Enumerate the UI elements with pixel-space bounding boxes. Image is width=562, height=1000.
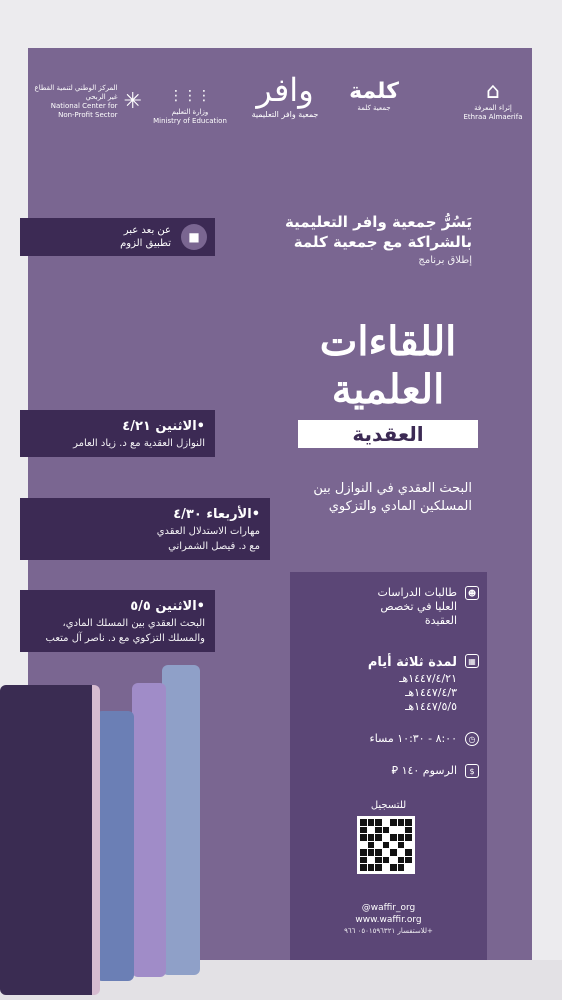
clock-icon: ◷ xyxy=(465,732,479,746)
money-icon: $ xyxy=(465,764,479,778)
session-2 xyxy=(20,498,270,560)
session-line: البحث العقدي بين المسلك المادي، xyxy=(62,618,205,629)
duration-row xyxy=(368,654,479,714)
website-link[interactable]: www.waffir.org xyxy=(355,915,422,925)
kalima-ar: جمعية كلمة xyxy=(357,104,391,112)
ncnp-logo xyxy=(32,84,142,120)
kalima-logo xyxy=(344,80,404,113)
ncnp-mark-icon: ✳ xyxy=(123,89,142,114)
moe-en: Ministry of Education xyxy=(153,117,227,125)
books-illustration xyxy=(0,665,210,1000)
intro-line1: يَسُرُّ جمعية وافر التعليمية xyxy=(285,213,472,231)
fees-row xyxy=(392,764,479,778)
intro-text xyxy=(285,212,472,270)
session-day: •الأربعاء ٤/٣٠ xyxy=(173,507,260,522)
subtitle-line2: المسلكين المادي والتزكوي xyxy=(328,499,472,514)
social-handle[interactable]: @waffir_org xyxy=(361,903,416,913)
intro-line3: إطلاق برنامج xyxy=(418,255,472,266)
book-blue xyxy=(96,711,134,981)
book-lavender xyxy=(132,683,166,977)
book-blue-light xyxy=(162,665,200,975)
people-icon: ☻ xyxy=(465,586,479,600)
register-label: للتسجيل xyxy=(370,800,407,811)
ethraa-mark-icon: ⌂ xyxy=(486,79,500,104)
ethraa-ar: إثراء المعرفة xyxy=(474,104,512,112)
program-title xyxy=(298,318,478,448)
remote-line2: تطبيق الزوم xyxy=(120,238,171,249)
time-text: ٨:٠٠ - ١٠:٣٠ مساء xyxy=(369,732,457,745)
qr-code[interactable] xyxy=(357,816,415,874)
subtitle-line1: البحث العقدي في النوازل بين xyxy=(313,481,472,496)
session-line: مع د. فيصل الشمراني xyxy=(168,541,260,552)
date-line: ١٤٤٧/٤/٢١هـ xyxy=(399,672,457,685)
fees-text: الرسوم ١٤٠ ⃁ xyxy=(391,764,457,777)
session-line: النوازل العقدية مع د. زياد العامر xyxy=(73,438,205,449)
info-panel xyxy=(290,572,487,1000)
audience-line: طالبات الدراسات xyxy=(377,586,457,599)
book-dark-ornate xyxy=(0,685,100,995)
logo-row xyxy=(30,70,530,150)
audience-line: العقيدة xyxy=(424,614,457,627)
contact-block xyxy=(290,902,487,936)
waffir-ar: جمعية وافر التعليمية xyxy=(251,110,319,119)
session-day: •الاثنين ٤/٢١ xyxy=(122,419,205,434)
title-line2: العلمية xyxy=(331,366,445,413)
ncnp-en2: Non-Profit Sector xyxy=(58,111,118,119)
ethraa-logo xyxy=(448,80,538,122)
session-1 xyxy=(20,410,215,457)
calendar-icon: ▦ xyxy=(465,654,479,668)
title-line1: اللقاءات xyxy=(319,318,457,365)
moe-mark-icon: ⋮⋮⋮ xyxy=(169,88,211,104)
session-line: مهارات الاستدلال العقدي xyxy=(156,526,260,537)
session-3 xyxy=(20,590,215,652)
intro-line2: بالشراكة مع جمعية كلمة xyxy=(293,233,472,251)
session-day: •الاثنين ٥/٥ xyxy=(130,599,205,614)
moe-ar: وزارة التعليم xyxy=(171,108,209,116)
date-line: ١٤٤٧/٥/٥هـ xyxy=(405,700,457,713)
time-row xyxy=(370,732,479,746)
remote-zoom-badge xyxy=(20,218,215,256)
remote-line1: عن بعد عبر xyxy=(123,225,171,236)
ncnp-en1: National Center for xyxy=(50,102,118,110)
phone-text: للاستفسار ٠٥٠١٥٩٦٣٢١ ٩٦٦+ xyxy=(344,927,433,935)
ethraa-en: Ethraa Almaerifa xyxy=(463,113,523,121)
session-line: والمسلك التزكوي مع د. ناصر آل متعب xyxy=(45,633,205,644)
program-subtitle xyxy=(313,480,472,516)
moe-logo xyxy=(150,84,230,126)
duration-title: لمدة ثلاثة أيام xyxy=(367,655,457,670)
audience-line: العليا في تخصص xyxy=(380,600,457,613)
ncnp-ar: المركز الوطني لتنمية القطاع غير الربحي xyxy=(34,84,118,101)
audience-row xyxy=(378,586,479,628)
waffir-logo xyxy=(240,70,330,119)
title-badge: العقدية xyxy=(298,420,478,448)
waffir-mark-icon: وافر xyxy=(256,71,314,109)
video-camera-icon: ■ xyxy=(181,224,207,250)
kalima-mark-icon: كلمة xyxy=(349,79,399,104)
date-line: ١٤٤٧/٤/٣هـ xyxy=(405,686,457,699)
